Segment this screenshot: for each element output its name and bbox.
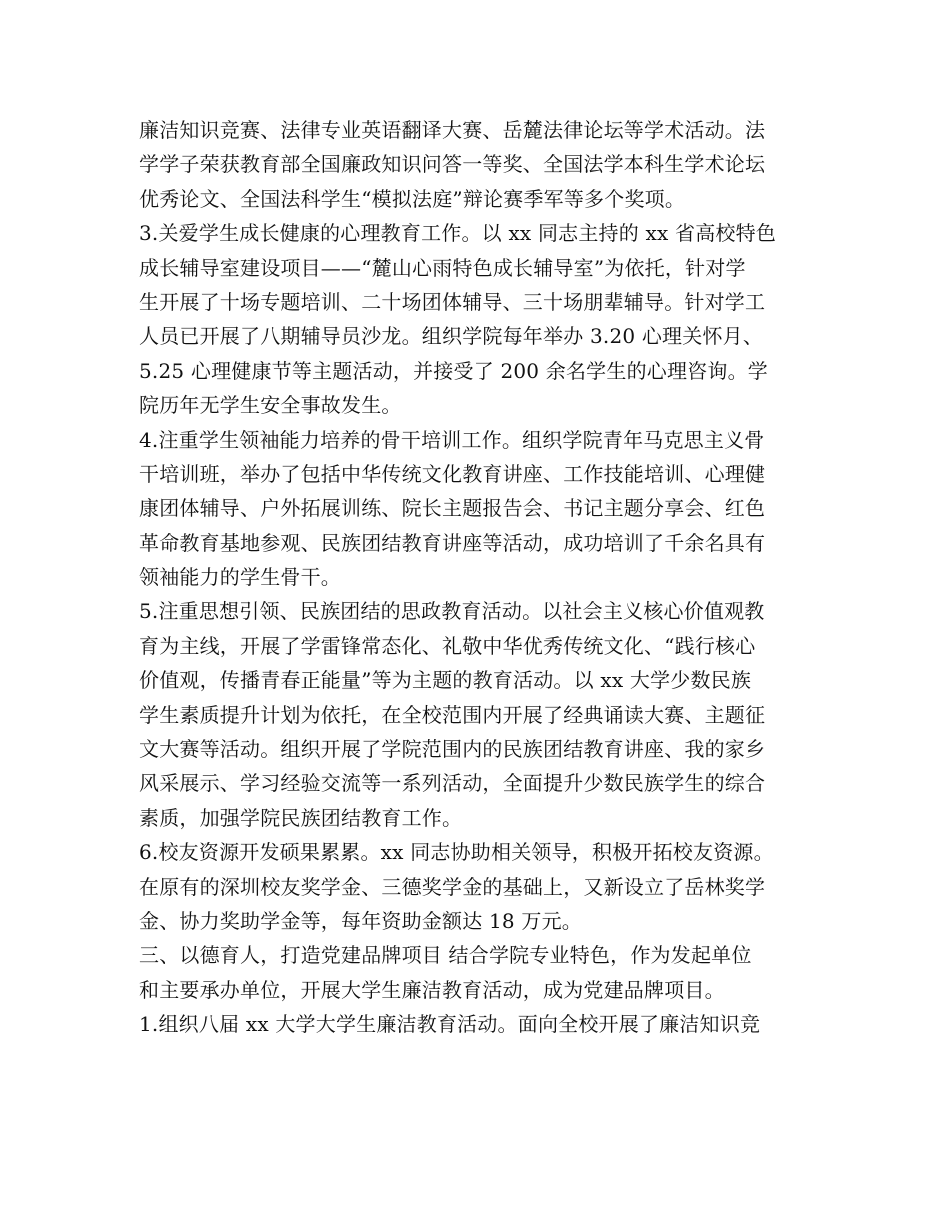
text-line: 学学子荣获教育部全国廉政知识问答一等奖、全国法学本科生学术论坛 bbox=[139, 152, 766, 177]
text-line: 康团体辅导、户外拓展训练、院长主题报告会、书记主题分享会、红色 bbox=[139, 496, 766, 521]
document-body bbox=[139, 113, 829, 1042]
text-line: 金、协力奖助学金等，每年资助金额达 18 万元。 bbox=[139, 908, 582, 933]
text-line: 1.组织八届 xx 大学大学生廉洁教育活动。面向全校开展了廉洁知识竞 bbox=[139, 1012, 761, 1037]
text-line: 育为主线，开展了学雷锋常态化、礼敬中华优秀传统文化、“践行核心 bbox=[139, 633, 756, 658]
text-line: 干培训班，举办了包括中华传统文化教育讲座、工作技能培训、心理健 bbox=[139, 461, 766, 486]
text-line: 优秀论文、全国法科学生“模拟法庭”辩论赛季军等多个奖项。 bbox=[139, 186, 686, 211]
text-line: 风采展示、学习经验交流等一系列活动，全面提升少数民族学生的综合 bbox=[139, 771, 766, 796]
text-line: 院历年无学生安全事故发生。 bbox=[139, 393, 402, 418]
text-line: 文大赛等活动。组织开展了学院范围内的民族团结教育讲座、我的家乡 bbox=[139, 737, 766, 762]
text-line: 革命教育基地参观、民族团结教育讲座等活动，成功培训了千余名具有 bbox=[139, 530, 766, 555]
text-line: 4.注重学生领袖能力培养的骨干培训工作。组织学院青年马克思主义骨 bbox=[139, 427, 765, 452]
text-line: 领袖能力的学生骨干。 bbox=[139, 565, 341, 590]
text-line: 廉洁知识竞赛、法律专业英语翻译大赛、岳麓法律论坛等学术活动。法 bbox=[139, 118, 766, 142]
text-line: 学生素质提升计划为依托，在全校范围内开展了经典诵读大赛、主题征 bbox=[139, 702, 766, 727]
text-line: 价值观，传播青春正能量”等为主题的教育活动。以 xx 大学少数民族 bbox=[139, 668, 752, 693]
text-line: 人员已开展了八期辅导员沙龙。组织学院每年举办 3.20 心理关怀月、 bbox=[139, 324, 764, 349]
text-line: 6.校友资源开发硕果累累。xx 同志协助相关领导，积极开拓校友资源。 bbox=[139, 840, 774, 865]
text-line: 5.25 心理健康节等主题活动，并接受了 200 余名学生的心理咨询。学 bbox=[139, 358, 768, 383]
text-line: 成长辅导室建设项目——“麓山心雨特色成长辅导室”为依托，针对学 bbox=[139, 255, 746, 280]
text-line: 3.关爱学生成长健康的心理教育工作。以 xx 同志主持的 xx 省高校特色 bbox=[139, 221, 777, 246]
text-line: 在原有的深圳校友奖学金、三德奖学金的基础上，又新设立了岳林奖学 bbox=[139, 874, 766, 899]
text-line: 生开展了十场专题培训、二十场团体辅导、三十场朋辈辅导。针对学工 bbox=[139, 289, 766, 314]
text-line: 5.注重思想引领、民族团结的思政教育活动。以社会主义核心价值观教 bbox=[139, 599, 765, 624]
text-line: 素质，加强学院民族团结教育工作。 bbox=[139, 805, 463, 830]
text-line: 和主要承办单位，开展大学生廉洁教育活动，成为党建品牌项目。 bbox=[139, 977, 725, 1002]
text-line: 三、以德育人，打造党建品牌项目 结合学院专业特色，作为发起单位 bbox=[139, 943, 752, 968]
